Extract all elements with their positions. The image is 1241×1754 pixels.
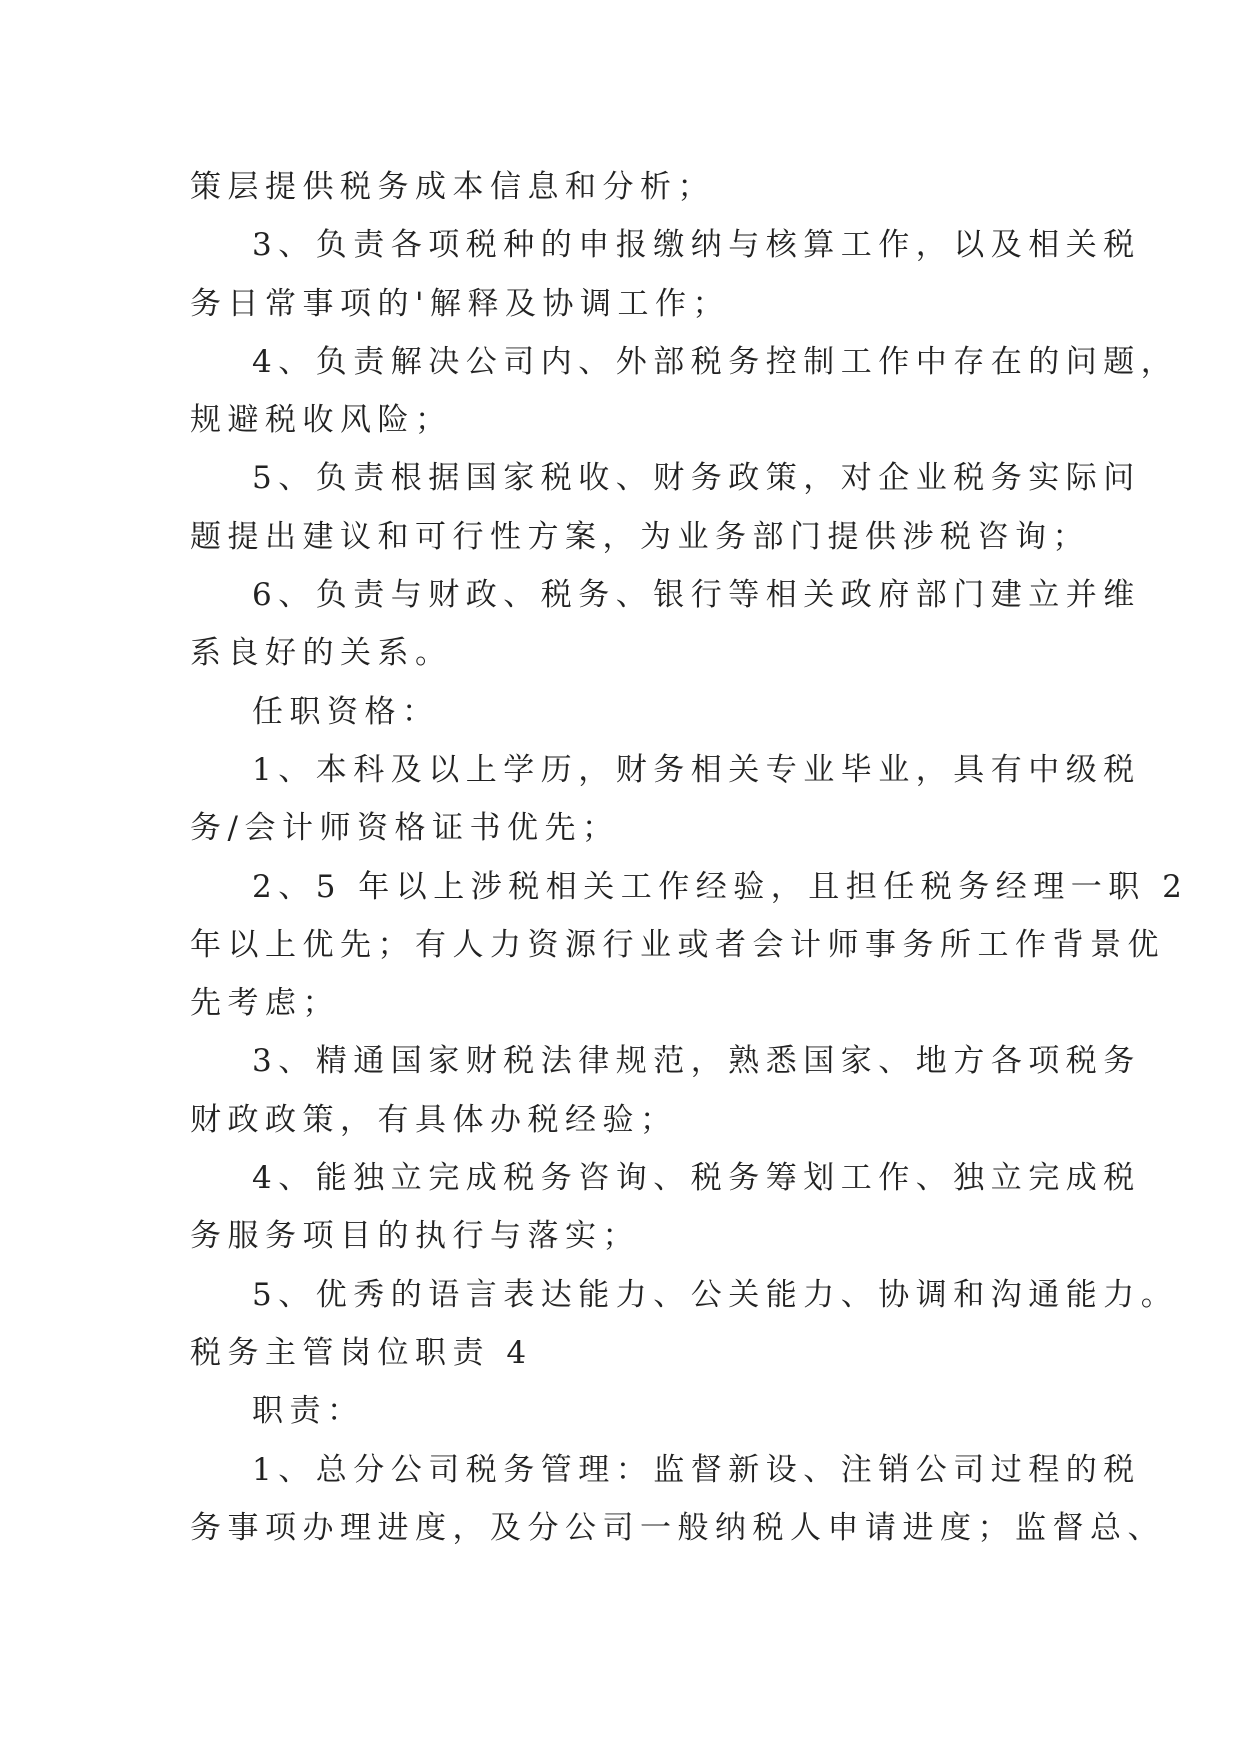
text-line: 务日常事项的'解释及协调工作； [190, 285, 731, 322]
paragraph-duty-6 [190, 566, 1141, 683]
paragraph-qualification-4 [190, 1149, 1141, 1266]
paragraph-continuation [190, 158, 1070, 216]
text-line: 年以上优先；有人力资源行业或者会计师事务所工作背景优 [190, 926, 1165, 963]
document-body [190, 158, 1189, 1557]
text-line: 3、精通国家财税法律规范，熟悉国家、地方各项税务 [252, 1043, 1141, 1080]
text-line: 务服务项目的执行与落实； [190, 1218, 640, 1255]
paragraph-duty-1 [190, 1441, 1165, 1558]
qualifications-heading [190, 683, 1070, 741]
text-line: 5、优秀的语言表达能力、公关能力、协调和沟通能力。 [252, 1276, 1179, 1313]
paragraph-qualification-5 [190, 1266, 1179, 1324]
section-heading [190, 1324, 1070, 1382]
paragraph-duty-4 [190, 333, 1179, 450]
text-line: 系良好的关系。 [190, 635, 453, 672]
text-line: 务/会计师资格证书优先； [190, 810, 620, 847]
text-line: 2、5 年以上涉税相关工作经验，且担任税务经理一职 2 [252, 868, 1189, 905]
paragraph-duty-3 [190, 216, 1141, 333]
paragraph-qualification-3 [190, 1032, 1141, 1149]
text-line: 税务主管岗位职责 4 [190, 1334, 533, 1371]
text-line: 策层提供税务成本信息和分析； [190, 169, 715, 205]
text-line: 务事项办理进度，及分公司一般纳税人申请进度；监督总、 [190, 1509, 1165, 1546]
text-line: 职责： [252, 1393, 365, 1430]
text-line: 先考虑； [190, 985, 340, 1022]
duties-heading [190, 1382, 1070, 1440]
text-line: 1、本科及以上学历，财务相关专业毕业，具有中级税 [252, 751, 1141, 788]
text-line: 4、负责解决公司内、外部税务控制工作中存在的问题， [252, 343, 1179, 380]
text-line: 题提出建议和可行性方案，为业务部门提供涉税咨询； [190, 518, 1090, 555]
text-line: 任职资格： [252, 693, 440, 730]
text-line: 6、负责与财政、税务、银行等相关政府部门建立并维 [252, 577, 1141, 614]
text-line: 4、能独立完成税务咨询、税务筹划工作、独立完成税 [252, 1160, 1141, 1197]
text-line: 5、负责根据国家税收、财务政策，对企业税务实际问 [252, 460, 1141, 497]
text-line: 规避税收风险； [190, 402, 453, 439]
text-line: 3、负责各项税种的申报缴纳与核算工作，以及相关税 [252, 227, 1141, 264]
paragraph-qualification-1 [190, 741, 1141, 858]
text-line: 1、总分公司税务管理：监督新设、注销公司过程的税 [252, 1451, 1141, 1488]
paragraph-duty-5 [190, 449, 1141, 566]
text-line: 财政政策，有具体办税经验； [190, 1101, 678, 1138]
paragraph-qualification-2 [190, 858, 1189, 1033]
